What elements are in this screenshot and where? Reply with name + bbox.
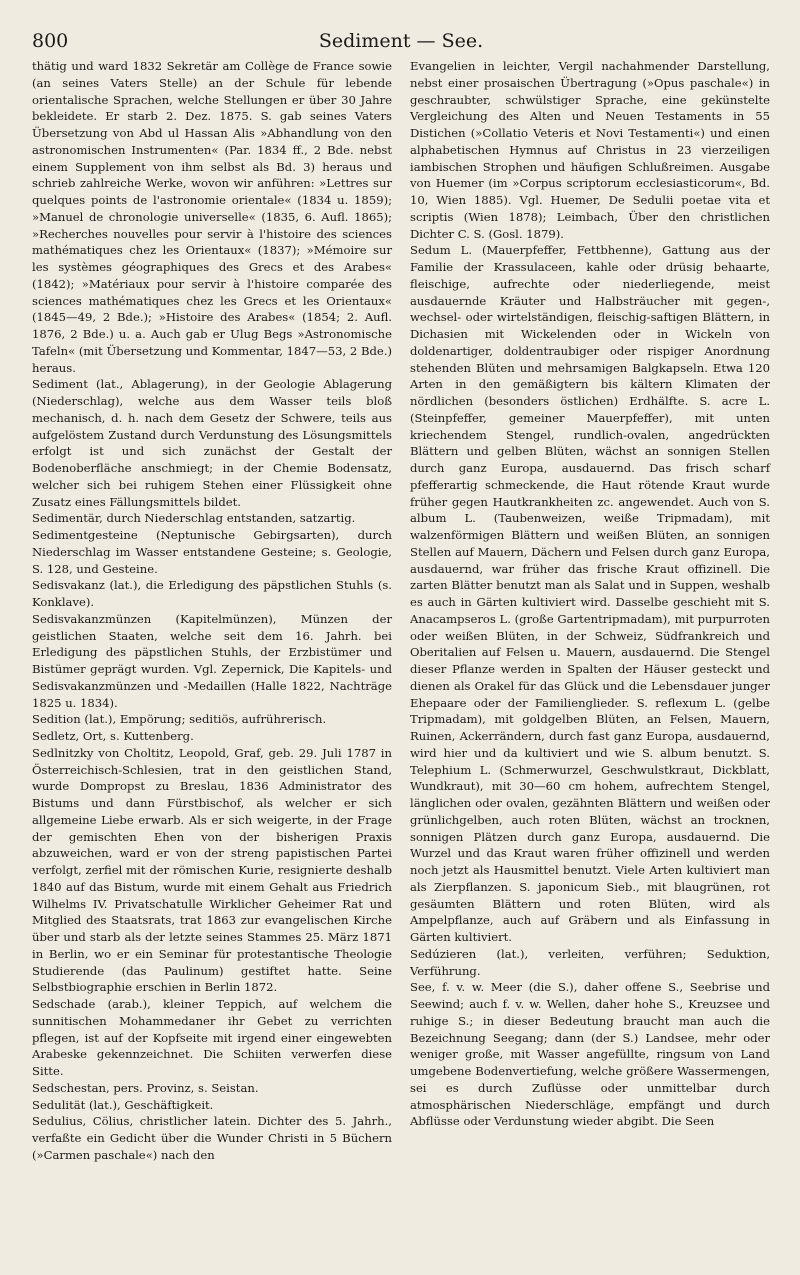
- dictionary-entry: Sedlnitzky von Choltitz, Leopold, Graf, geb. 29. Juli 1787 in Österreichisch-Schlesien, trat in den geistlichen Stand, wurde Dompropst zu Breslau, 1836 Administrator des Bistums und dann Fürstbischof, als welcher er sich allgemeine Liebe erwarb. Als er sich weigerte, in der Frage der gemischten Ehen von der bisherigen Praxis abzuweichen, ward er von der streng papistischen Partei verfolgt, zerfiel mit der römischen Kurie, resignierte deshalb 1840 auf das Bistum, wurde mit einem Gehalt aus Friedrich Wilhelms IV. Privatschatulle Wirklicher Geheimer Rat und Mitglied des Staatsrats, trat 1863 zur evangelischen Kirche über und starb als der letzte seines Stammes 25. März 1871 in Berlin, wo er ein Seminar für protestantische Theologie Studierende (das Paulinum) gestiftet hatte. Seine Selbstbiographie erschien in Berlin 1872.: [32, 745, 392, 995]
- dictionary-entry: Sediment (lat., Ablagerung), in der Geologie Ablagerung (Niederschlag), welche aus dem Wasser teils bloß mechanisch, d. h. nach dem Gesetz der Schwere, teils aus aufgelöstem Zustand durch Verdunstung des Lösungsmittels erfolgt ist und sich zunächst der Gestalt der Bodenoberfläche anschmiegt; in der Chemie Bodensatz, welcher sich bei ruhigem Stehen einer Flüssigkeit ohne Zusatz eines Fällungsmittels bildet.: [32, 377, 392, 509]
- dictionary-entry: Sedum L. (Mauerpfeffer, Fettbhenne), Gattung aus der Familie der Krassulaceen, kahle oder drüsig behaarte, fleischige, aufrechte oder niederliegende, meist ausdauernde Kräuter und Halbsträucher mit gegen-, wechsel- oder wirtelständigen, fleischig-saftigen Blättern, in Dichasien mit Wickelenden oder in Wickeln von doldenartiger, doldentraubiger oder rispiger Anordnung stehenden Blüten und mehrsamigen Balgkapseln. Etwa 120 Arten in den gemäßigtern bis kältern Klimaten der nördlichen (besonders östlichen) Erdhälfte. S. acre L. (Steinpfeffer, gemeiner Mauerpfeffer), mit unten kriechendem Stengel, rundlich-ovalen, angedrückten Blättern und gelben Blüten, wächst an sonnigen Stellen durch ganz Europa, ausdauernd. Das frisch scharf pfefferartig schmeckende, die Haut rötende Kraut wurde früher gegen Hautkrankheiten zc. angewendet. Auch von S. album L. (Taubenweizen, weiße Tripmadam), mit walzenförmigen Blättern und weißen Blüten, an sonnigen Stellen auf Mauern, Dächern und Felsen durch ganz Europa, ausdauernd, war früher das frische Kraut offizinell. Die zarten Blätter benutzt man als Salat und in Suppen, weshalb es auch in Gärten kultiviert wird. Dasselbe geschieht mit S. Anacampseros L. (große Gartentripmadam), mit purpurroten oder weißen Blüten, in der Schweiz, Südfrankreich und Oberitalien auf Felsen u. Mauern, ausdauernd. Die Stengel dieser Pflanze werden in Spalten der Häuser gesteckt und dienen als Orakel für das Glück und die Lebensdauer junger Ehepaare oder der Familienglieder. S. reflexum L. (gelbe Tripmadam), mit goldgelben Blüten, an Felsen, Mauern, Ruinen, Ackerrändern, durch fast ganz Europa, ausdauernd, wird hier und da kultiviert und wie S. album benutzt. S. Telephium L. (Schmerwurzel, Geschwulstkraut, Dickblatt, Wundkraut), mit 30—60 cm hohem, aufrechtem Stengel, länglichen oder ovalen, gezähnten Blättern und weißen oder grünlichgelben, auch roten Blüten, wächst an trocknen, sonnigen Plätzen durch ganz Europa, ausdauernd. Die Wurzel und das Kraut waren früher offizinell und werden noch jetzt als Hausmittel benutzt. Viele Arten kultiviert man als Zierpflanzen. S. japonicum Sieb., mit blaugrünen, rot gesäumten Blättern und roten Blüten, wird als Ampelpflanze, auch auf Gräbern und als Einfassung in Gärten kultiviert.: [410, 243, 770, 944]
- dictionary-entry: Sedisvakanzmünzen (Kapitelmünzen), Münzen der geistlichen Staaten, welche seit dem 16. Jahrh. bei Erledigung des päpstlichen Stuhls, der Erzbistümer und Bistümer geprägt wurden. Vgl. Zepernick, Die Kapitels- und Sedisvakanzmünzen und -Medaillen (Halle 1822, Nachträge 1825 u. 1834).: [32, 611, 392, 710]
- page-number: 800: [32, 30, 69, 52]
- dictionary-entry: See, f. v. w. Meer (die S.), daher offene S., Seebrise und Seewind; auch f. v. w. Wellen, daher hohe S., Kreuzsee und ruhige S.; in dieser Bedeutung braucht man auch die Bezeichnung Seegang; dann (der S.) Landsee, mehr oder weniger große, mit Wasser angefüllte, ringsum von Land umgebene Bodenvertiefung, welche größere Wassermengen, sei es durch Zuflüsse oder unmittelbar durch atmosphärischen Niederschläge, empfängt und durch Abflüsse oder Verdunstung wieder abgibt. Die Seen: [410, 980, 770, 1129]
- page-header: [32, 22, 770, 58]
- left-column: [32, 58, 392, 1164]
- dictionary-entry: Evangelien in leichter, Vergil nachahmender Darstellung, nebst einer prosaischen Übertragung (»Opus paschale«) in geschraubter, schwülstiger Sprache, eine gekünstelte Vergleichung des Alten und Neuen Testaments in 55 Distichen (»Collatio Veteris et Novi Testamenti«) und einen alphabetischen Hymnus auf Christus in 23 vierzeiligen iambischen Strophen und häufigen Schlußreimen. Ausgabe von Huemer (im »Corpus scriptorum ecclesiasticorum«, Bd. 10, Wien 1885). Vgl. Huemer, De Sedulii poetae vita et scriptis (Wien 1878); Leimbach, Über den christlichen Dichter C. S. (Gosl. 1879).: [410, 59, 770, 241]
- dictionary-entry: Sedúzieren (lat.), verleiten, verführen; Seduktion, Verführung.: [410, 946, 770, 978]
- dictionary-entry: Sedschade (arab.), kleiner Teppich, auf welchem die sunnitischen Mohammedaner ihr Gebet zu verrichten pflegen, ist auf der Kopfseite mit irgend einer eingewebten Arabeske gekennzeichnet. Die Schiiten verwerfen diese Sitte.: [32, 997, 392, 1078]
- dictionary-entry: Sedimentgesteine (Neptunische Gebirgsarten), durch Niederschlag im Wasser entstandene Gesteine; s. Geologie, S. 128, und Gesteine.: [32, 528, 392, 576]
- right-column: [410, 58, 770, 1164]
- dictionary-entry: Sedulität (lat.), Geschäftigkeit.: [32, 1097, 214, 1112]
- dictionary-entry: Sedletz, Ort, s. Kuttenberg.: [32, 729, 194, 743]
- running-title: Sediment — See.: [318, 30, 484, 52]
- dictionary-entry: thätig und ward 1832 Sekretär am Collège de France sowie (an seines Vaters Stelle) an der Schule für lebende orientalische Sprachen, welche Stellungen er über 30 Jahre bekleidete. Er starb 2. Dez. 1875. S. gab seines Vaters Übersetzung von Abd ul Hassan Alis »Abhandlung von den astronomischen Instrumenten« (Par. 1834 ff., 2 Bde. nebst einem Supplement von ihm selbst als Bd. 3) heraus und schrieb zahlreiche Werke, wovon wir anführen: »Lettres sur quelques points de l'astronomie orientale« (1834 u. 1859); »Manuel de chronologie universelle« (1835, 6. Aufl. 1865); »Recherches nouvelles pour servir à l'histoire des sciences mathématiques chez les Orientaux« (1837); »Mémoire sur les systèmes géographiques des Grecs et des Arabes« (1842); »Matériaux pour servir à l'histoire comparée des sciences mathématiques chez les Grecs et les Orientaux« (1845—49, 2 Bde.); »Histoire des Arabes« (1854; 2. Aufl. 1876, 2 Bde.) u. a. Auch gab er Ulug Begs »Astronomische Tafeln« (mit Übersetzung und Kommentar, 1847—53, 2 Bde.) heraus.: [32, 59, 392, 375]
- dictionary-entry: Sedschestan, pers. Provinz, s. Seistan.: [32, 1080, 259, 1095]
- dictionary-entry: Sedulius, Cölius, christlicher latein. Dichter des 5. Jahrh., verfaßte ein Gedicht über die Wunder Christi in 5 Büchern (»Carmen paschale«) nach den: [32, 1114, 392, 1162]
- text-columns: [32, 58, 770, 1164]
- dictionary-entry: Sedition (lat.), Empörung; seditiös, aufrührerisch.: [32, 712, 327, 727]
- dictionary-entry: Sedimentär, durch Niederschlag entstanden, satzartig.: [32, 511, 356, 526]
- dictionary-entry: Sedisvakanz (lat.), die Erledigung des päpstlichen Stuhls (s. Konklave).: [32, 578, 392, 609]
